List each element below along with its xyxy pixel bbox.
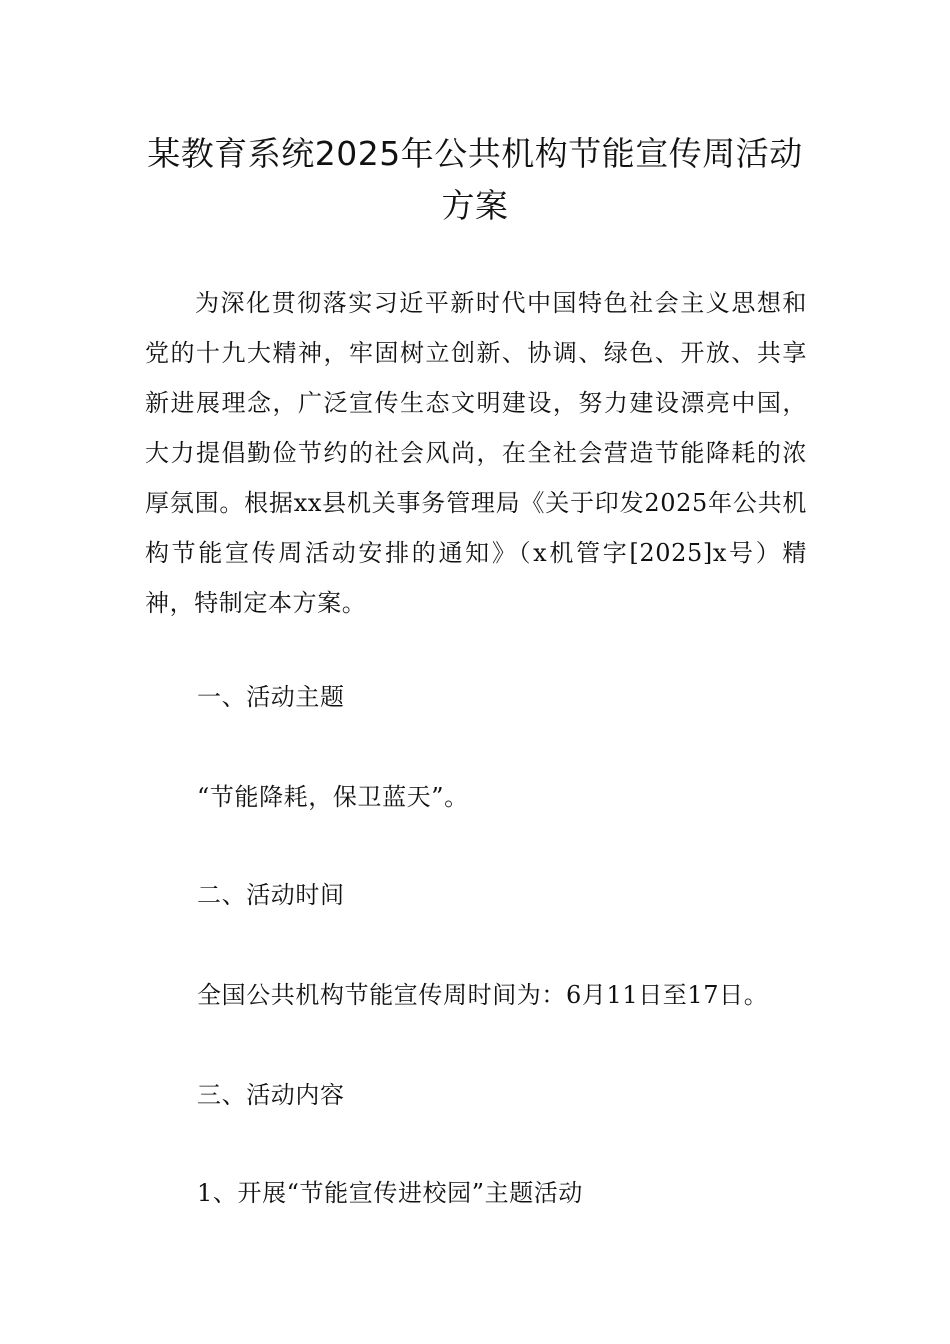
document-title: 某教育系统2025年公共机构节能宣传周活动方案: [147, 134, 803, 225]
section-heading-content: 三、活动内容: [197, 1081, 345, 1109]
section-heading-time: 二、活动时间: [197, 881, 345, 909]
section-body-theme: “节能降耗，保卫蓝天”。: [197, 783, 469, 811]
intro-paragraph: 为深化贯彻落实习近平新时代中国特色社会主义思想和党的十九大精神，牢固树立创新、协调、绿色、开放、共享新进展理念，广泛宣传生态文明建设，努力建设漂亮中国，大力提倡勤俭节约的社会风尚，在全社会营造节能降耗的浓厚氛围。根据xx县机关事务管理局《关于印发2025年公共机构节能宣传周活动安排的通知》（x机管字[2025]x号）精神，特制定本方案。: [145, 289, 807, 617]
section-heading-theme: 一、活动主题: [197, 683, 345, 711]
section-body-time: 全国公共机构节能宣传周时间为：6月11日至17日。: [197, 981, 769, 1009]
section-subheading-campus: 1、开展“节能宣传进校园”主题活动: [197, 1179, 584, 1207]
